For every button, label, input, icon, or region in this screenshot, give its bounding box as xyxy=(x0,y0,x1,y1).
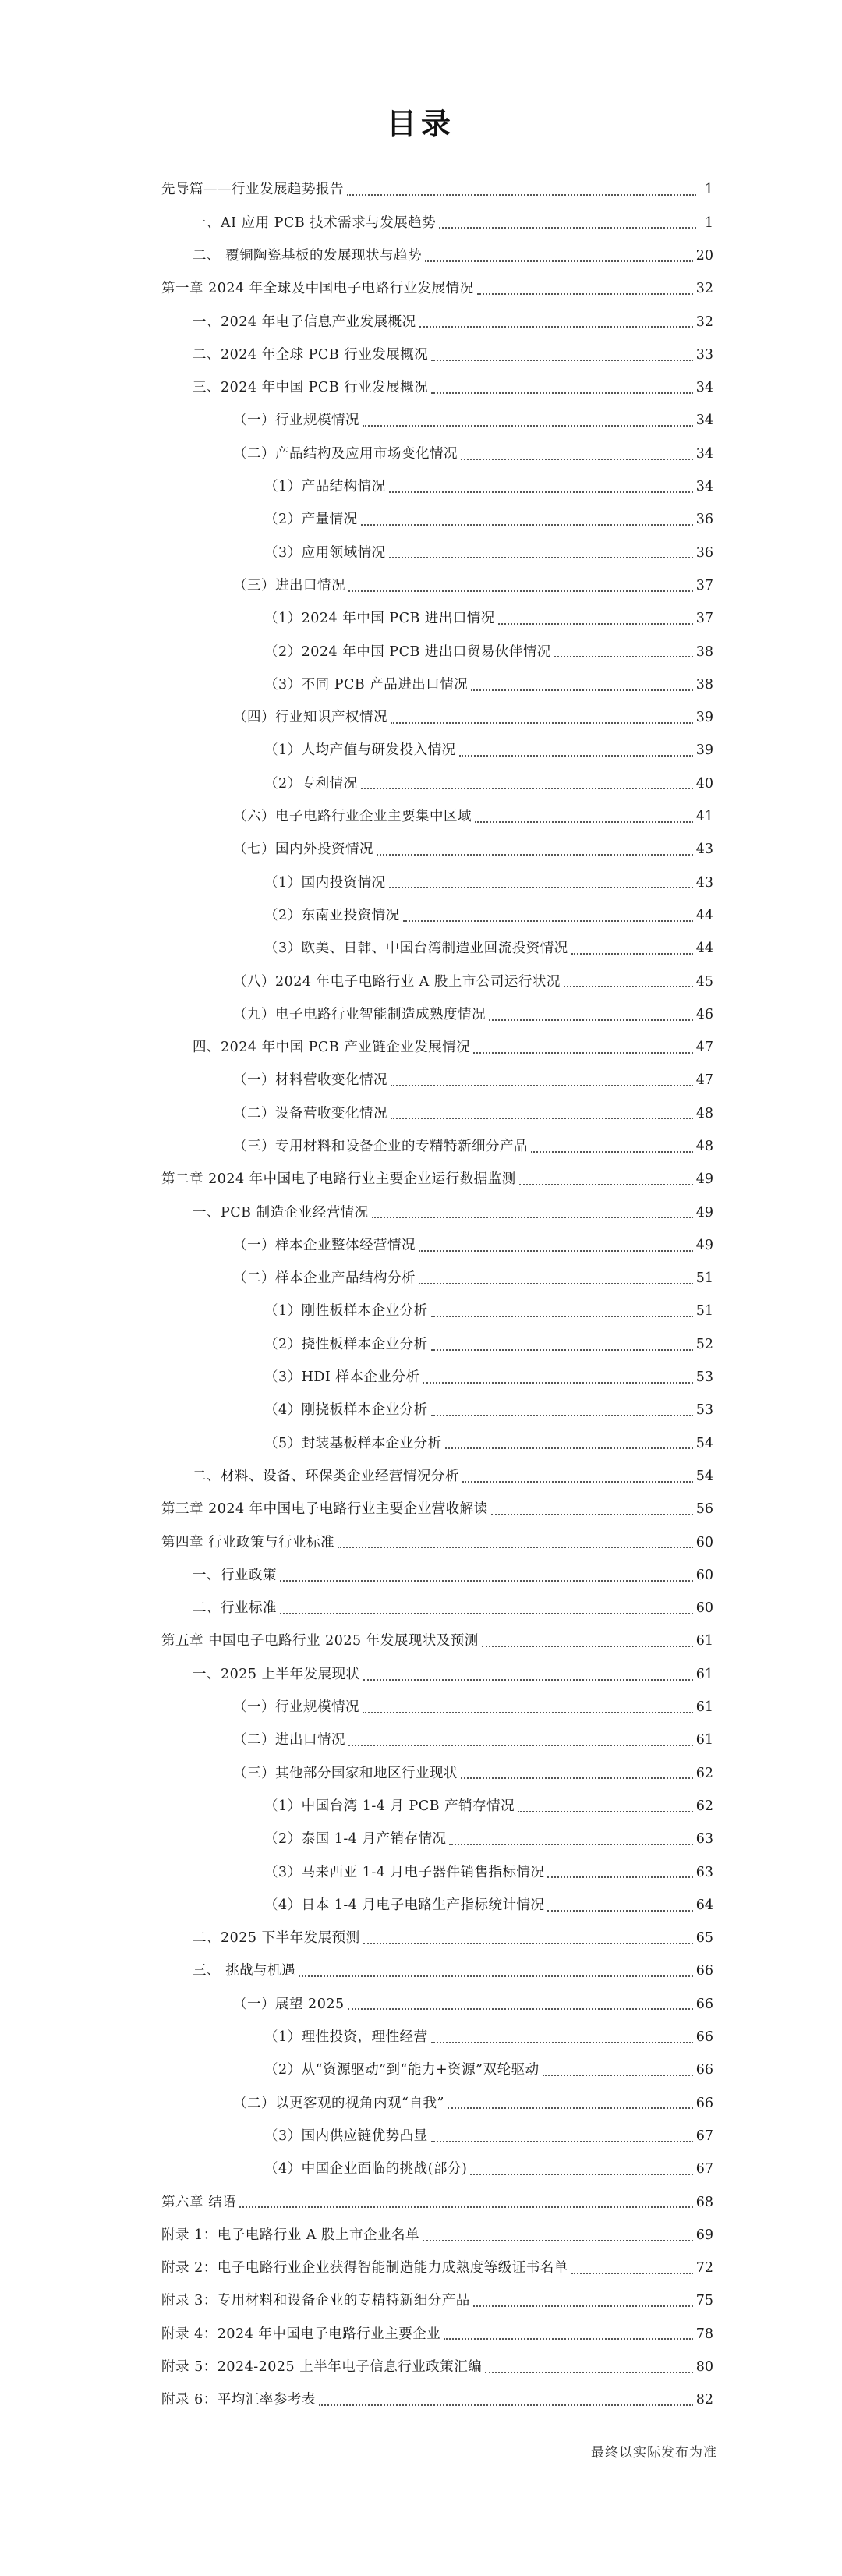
dot-leader xyxy=(554,656,693,657)
dot-leader xyxy=(361,788,693,789)
toc-entry[interactable] xyxy=(161,207,713,239)
toc-entry-label: （二）进出口情况 xyxy=(233,1732,345,1749)
toc-entry[interactable] xyxy=(161,306,713,338)
toc-entry-label: （一）样本企业整体经营情况 xyxy=(233,1237,416,1253)
toc-entry-label: （3）欧美、日韩、中国台湾制造业回流投资情况 xyxy=(264,941,568,957)
toc-entry[interactable] xyxy=(161,1526,713,1559)
toc-entry-page-number: 49 xyxy=(695,1237,713,1253)
toc-entry[interactable] xyxy=(161,1164,713,1196)
toc-entry-page-number: 1 xyxy=(704,214,713,231)
toc-entry-label: 第二章 2024 年中国电子电路行业主要企业运行数据监测 xyxy=(161,1171,516,1188)
toc-entry-page-number: 62 xyxy=(695,1765,713,1781)
dot-leader xyxy=(377,854,693,856)
toc-entry[interactable] xyxy=(161,767,713,800)
toc-entry-page-number: 37 xyxy=(695,611,713,627)
dot-leader xyxy=(419,1283,693,1284)
toc-entry-page-number: 32 xyxy=(695,314,713,330)
toc-entry[interactable] xyxy=(161,735,713,767)
dot-leader xyxy=(459,755,693,757)
toc-entry-label: （1）国内投资情况 xyxy=(264,874,386,891)
toc-entry-label: （2）2024 年中国 PCB 进出口贸易伙伴情况 xyxy=(264,643,551,660)
toc-entry-page-number: 34 xyxy=(695,479,713,495)
toc-entry-label: （三）进出口情况 xyxy=(233,577,345,594)
dot-leader xyxy=(519,1184,693,1185)
dot-leader xyxy=(471,689,692,691)
toc-entry-label: 三、2024 年中国 PCB 行业发展概况 xyxy=(193,380,429,396)
toc-entry[interactable] xyxy=(161,998,713,1031)
toc-entry-label: （二）样本企业产品结构分析 xyxy=(233,1270,416,1287)
toc-entry[interactable] xyxy=(161,1988,713,2021)
toc-entry-page-number: 47 xyxy=(695,1040,713,1056)
toc-entry[interactable] xyxy=(161,438,713,470)
dot-leader xyxy=(361,524,693,526)
toc-entry-label: （1）人均产值与研发投入情况 xyxy=(264,742,456,759)
toc-entry-label: （2）泰国 1-4 月产销存情况 xyxy=(264,1831,447,1848)
dot-leader xyxy=(485,2372,692,2373)
dot-leader xyxy=(338,1547,693,1548)
toc-entry-page-number: 62 xyxy=(695,1798,713,1814)
toc-entry-label: （1）产品结构情况 xyxy=(264,479,386,495)
toc-entry-page-number: 66 xyxy=(695,2062,713,2078)
dot-leader xyxy=(372,1217,693,1218)
toc-entry-label: （一）行业规模情况 xyxy=(233,1699,359,1716)
toc-entry[interactable] xyxy=(161,1922,713,1955)
toc-entry[interactable] xyxy=(161,933,713,966)
toc-entry-label: 二、 覆铜陶瓷基板的发展现状与趋势 xyxy=(193,247,423,264)
toc-entry-label: （2）从“资源驱动”到“能力+资源”双轮驱动 xyxy=(264,2062,540,2078)
toc-entry[interactable] xyxy=(161,1427,713,1460)
toc-entry-label: 一、行业政策 xyxy=(193,1567,277,1583)
footer-note: 最终以实际发布为准 xyxy=(591,2445,717,2461)
dot-leader xyxy=(280,1580,693,1582)
dot-leader xyxy=(319,2404,693,2406)
dot-leader xyxy=(473,2305,693,2307)
toc-entry[interactable] xyxy=(161,174,713,207)
dot-leader xyxy=(423,2240,693,2241)
toc-entry[interactable] xyxy=(161,1955,713,1988)
toc-entry-page-number: 34 xyxy=(695,413,713,429)
toc-entry[interactable] xyxy=(161,2252,713,2285)
toc-entry-page-number: 51 xyxy=(695,1303,713,1320)
toc-entry-page-number: 51 xyxy=(695,1270,713,1287)
dot-leader xyxy=(448,2107,693,2109)
dot-leader xyxy=(477,293,693,295)
toc-entry[interactable] xyxy=(161,1889,713,1922)
toc-entry-page-number: 38 xyxy=(695,643,713,660)
toc-entry-page-number: 52 xyxy=(695,1336,713,1352)
toc-entry-label: （二）以更客观的视角内观“自我” xyxy=(233,2095,444,2111)
toc-entry-page-number: 66 xyxy=(695,2029,713,2046)
toc-entry[interactable] xyxy=(161,1032,713,1065)
toc-entry-page-number: 43 xyxy=(695,874,713,891)
toc-entry[interactable] xyxy=(161,471,713,504)
toc-entry-page-number: 72 xyxy=(695,2260,713,2277)
dot-leader xyxy=(431,2141,693,2142)
toc-entry-label: 二、行业标准 xyxy=(193,1600,277,1617)
dot-leader xyxy=(348,590,693,592)
toc-entry-label: （一）展望 2025 xyxy=(233,1996,345,2012)
toc-entry[interactable] xyxy=(161,1328,713,1361)
toc-entry-label: 二、材料、设备、环保类企业经营情况分析 xyxy=(193,1468,459,1484)
toc-entry-page-number: 44 xyxy=(695,941,713,957)
toc-entry[interactable] xyxy=(161,702,713,735)
toc-entry-page-number: 34 xyxy=(695,380,713,396)
dot-leader xyxy=(389,887,693,888)
toc-entry-label: （六）电子电路行业企业主要集中区域 xyxy=(233,809,472,825)
toc-entry[interactable] xyxy=(161,504,713,537)
dot-leader xyxy=(363,425,693,427)
toc-entry[interactable] xyxy=(161,1065,713,1097)
dot-leader xyxy=(547,1910,692,1912)
toc-entry-page-number: 39 xyxy=(695,710,713,726)
toc-entry-page-number: 63 xyxy=(695,1864,713,1880)
dot-leader xyxy=(431,1415,693,1416)
toc-entry-page-number: 66 xyxy=(695,1996,713,2012)
dot-leader xyxy=(348,2008,693,2010)
toc-entry-label: 先导篇——行业发展趋势报告 xyxy=(161,182,344,198)
toc-entry-page-number: 41 xyxy=(695,809,713,825)
toc-entry-label: （3）应用领域情况 xyxy=(264,544,386,561)
toc-entry-label: 二、2024 年全球 PCB 行业发展概况 xyxy=(193,346,429,363)
toc-entry[interactable] xyxy=(161,2318,713,2351)
dot-leader xyxy=(531,1151,693,1153)
toc-entry-label: （1）刚性板样本企业分析 xyxy=(264,1303,428,1320)
toc-entry-page-number: 48 xyxy=(695,1139,713,1154)
dot-leader xyxy=(391,1085,693,1086)
toc-entry-page-number: 61 xyxy=(695,1732,713,1749)
toc-entry-page-number: 48 xyxy=(695,1105,713,1121)
toc-entry-page-number: 61 xyxy=(695,1699,713,1716)
dot-leader xyxy=(425,260,693,262)
dot-leader xyxy=(431,1316,693,1317)
dot-leader xyxy=(518,1811,693,1812)
toc-entry[interactable] xyxy=(161,866,713,899)
toc-entry-page-number: 49 xyxy=(695,1204,713,1221)
dot-leader xyxy=(347,194,696,196)
dot-leader xyxy=(431,392,692,394)
toc-entry[interactable] xyxy=(161,1230,713,1263)
dot-leader xyxy=(363,1712,693,1713)
dot-leader xyxy=(391,722,693,724)
toc-entry[interactable] xyxy=(161,1791,713,1823)
toc-entry-page-number: 49 xyxy=(695,1171,713,1188)
toc-entry-label: （2）东南亚投资情况 xyxy=(264,907,400,923)
toc-entry[interactable] xyxy=(161,2384,713,2417)
dot-leader xyxy=(431,2042,693,2043)
toc-entry-page-number: 38 xyxy=(695,676,713,693)
toc-entry-page-number: 67 xyxy=(695,2128,713,2144)
toc-entry-page-number: 36 xyxy=(695,512,713,528)
toc-entry-label: 附录 6：平均汇率参考表 xyxy=(161,2392,316,2408)
toc-entry-label: （九）电子电路行业智能制造成熟度情况 xyxy=(233,1006,486,1022)
toc-entry-label: （4）日本 1-4 月电子电路生产指标统计情况 xyxy=(264,1897,545,1913)
toc-entry-label: 附录 4：2024 年中国电子电路行业主要企业 xyxy=(161,2326,441,2342)
toc-entry-page-number: 53 xyxy=(695,1369,713,1386)
toc-entry-page-number: 43 xyxy=(695,842,713,858)
dot-leader xyxy=(470,2174,692,2175)
toc-entry-page-number: 60 xyxy=(695,1567,713,1583)
toc-entry-label: （2）产量情况 xyxy=(264,512,358,528)
toc-entry-page-number: 60 xyxy=(695,1534,713,1550)
toc-entry[interactable] xyxy=(161,537,713,569)
toc-entry-page-number: 65 xyxy=(695,1930,713,1947)
toc-entry[interactable] xyxy=(161,1263,713,1295)
toc-entry[interactable] xyxy=(161,1494,713,1526)
toc-entry-label: 第六章 结语 xyxy=(161,2194,237,2210)
toc-entry-page-number: 40 xyxy=(695,775,713,792)
toc-entry-page-number: 54 xyxy=(695,1468,713,1484)
toc-entry-page-number: 69 xyxy=(695,2227,713,2243)
toc-entry[interactable] xyxy=(161,900,713,933)
toc-entry-label: （3）HDI 样本企业分析 xyxy=(264,1369,420,1386)
toc-entry-page-number: 78 xyxy=(695,2326,713,2342)
toc-entry[interactable] xyxy=(161,603,713,636)
toc-entry-page-number: 1 xyxy=(704,182,713,198)
toc-entry-label: 一、AI 应用 PCB 技术需求与发展趋势 xyxy=(193,214,437,231)
toc-entry-page-number: 66 xyxy=(695,2095,713,2111)
toc-entry-label: （二）产品结构及应用市场变化情况 xyxy=(233,445,458,462)
dot-leader xyxy=(449,1844,692,1845)
toc-entry[interactable] xyxy=(161,2351,713,2384)
toc-entry[interactable] xyxy=(161,801,713,834)
toc-entry[interactable] xyxy=(161,1692,713,1724)
toc-entry-page-number: 44 xyxy=(695,907,713,923)
toc-entry-page-number: 68 xyxy=(695,2194,713,2210)
dot-leader xyxy=(475,821,693,823)
toc-entry[interactable] xyxy=(161,1593,713,1625)
toc-entry[interactable] xyxy=(161,2087,713,2120)
toc-entry-page-number: 36 xyxy=(695,544,713,561)
toc-entry-label: （三）专用材料和设备企业的专精特新细分产品 xyxy=(233,1139,528,1154)
dot-leader xyxy=(419,1250,693,1252)
toc-entry-label: （4）刚挠板样本企业分析 xyxy=(264,1402,428,1419)
toc-entry-page-number: 75 xyxy=(695,2293,713,2309)
dot-leader xyxy=(461,1777,693,1779)
dot-leader xyxy=(280,1613,693,1614)
toc-entry[interactable] xyxy=(161,1559,713,1592)
toc-entry[interactable] xyxy=(161,1461,713,1494)
toc-entry-label: （二）设备营收变化情况 xyxy=(233,1105,387,1121)
toc-entry-page-number: 53 xyxy=(695,1402,713,1419)
toc-entry[interactable] xyxy=(161,240,713,273)
toc-entry-page-number: 56 xyxy=(695,1501,713,1518)
toc-entry-page-number: 66 xyxy=(695,1963,713,1979)
toc-entry[interactable] xyxy=(161,1131,713,1164)
toc-entry-page-number: 61 xyxy=(695,1633,713,1649)
toc-entry-label: （1）2024 年中国 PCB 进出口情况 xyxy=(264,611,495,627)
toc-entry[interactable] xyxy=(161,1625,713,1658)
toc-entry-label: （一）行业规模情况 xyxy=(233,413,359,429)
toc-entry[interactable] xyxy=(161,2121,713,2153)
toc-entry[interactable] xyxy=(161,2186,713,2219)
dot-leader xyxy=(543,2075,693,2076)
toc-entry-label: （1）理性投资，理性经营 xyxy=(264,2029,428,2046)
dot-leader xyxy=(439,227,696,229)
toc-entry-page-number: 37 xyxy=(695,577,713,594)
toc-entry-label: 三、 挑战与机遇 xyxy=(193,1963,296,1979)
dot-leader xyxy=(431,360,692,361)
toc-entry-label: （七）国内外投资情况 xyxy=(233,842,373,858)
toc-entry-label: 四、2024 年中国 PCB 产业链企业发展情况 xyxy=(193,1040,471,1056)
toc-entry-page-number: 46 xyxy=(695,1006,713,1022)
dot-leader xyxy=(489,1019,693,1021)
toc-entry[interactable] xyxy=(161,338,713,371)
toc-entry[interactable] xyxy=(161,1362,713,1394)
dot-leader xyxy=(491,1514,693,1515)
dot-leader xyxy=(389,557,693,558)
toc-entry[interactable] xyxy=(161,1196,713,1229)
toc-entry-label: 第三章 2024 年中国电子电路行业主要企业营收解读 xyxy=(161,1501,488,1518)
toc-entry-label: 第五章 中国电子电路行业 2025 年发展现状及预测 xyxy=(161,1633,479,1649)
toc-entry[interactable] xyxy=(161,2285,713,2318)
dot-leader xyxy=(564,986,693,987)
dot-leader xyxy=(431,1349,693,1351)
dot-leader xyxy=(363,1943,693,1944)
toc-entry-page-number: 39 xyxy=(695,742,713,759)
toc-entry[interactable] xyxy=(161,570,713,603)
toc-entry[interactable] xyxy=(161,668,713,701)
dot-leader xyxy=(461,459,693,460)
toc-entry-label: （四）行业知识产权情况 xyxy=(233,710,387,726)
toc-entry-label: 一、PCB 制造企业经营情况 xyxy=(193,1204,369,1221)
dot-leader xyxy=(498,623,693,625)
toc-entry[interactable] xyxy=(161,2054,713,2087)
toc-entry-label: 一、2025 上半年发展现状 xyxy=(193,1666,360,1682)
toc-entry-label: 附录 2：电子电路行业企业获得智能制造能力成熟度等级证书名单 xyxy=(161,2260,568,2277)
toc-entry[interactable] xyxy=(161,1856,713,1889)
toc-entry-label: 附录 5：2024-2025 上半年电子信息行业政策汇编 xyxy=(161,2358,483,2375)
dot-leader xyxy=(419,326,693,328)
toc-entry-page-number: 82 xyxy=(695,2392,713,2408)
dot-leader xyxy=(299,1975,693,1977)
toc-entry-label: （三）其他部分国家和地区行业现状 xyxy=(233,1765,458,1781)
toc-entry-label: （1）中国台湾 1-4 月 PCB 产销存情况 xyxy=(264,1798,515,1814)
toc-entry-page-number: 20 xyxy=(695,247,713,264)
toc-entry[interactable] xyxy=(161,1394,713,1427)
toc-entry-label: （3）国内供应链优势凸显 xyxy=(264,2128,428,2144)
dot-leader xyxy=(423,1382,692,1384)
toc-entry[interactable] xyxy=(161,2219,713,2252)
toc-entry-page-number: 60 xyxy=(695,1600,713,1617)
toc-entry-label: 二、2025 下半年发展预测 xyxy=(193,1930,360,1947)
toc-entry[interactable] xyxy=(161,966,713,998)
dot-leader xyxy=(389,491,693,493)
toc-entry-label: （2）专利情况 xyxy=(264,775,358,792)
dot-leader xyxy=(482,1646,693,1647)
toc-entry[interactable] xyxy=(161,405,713,438)
dot-leader xyxy=(348,1745,693,1746)
toc-entry[interactable] xyxy=(161,2153,713,2186)
toc-entry[interactable] xyxy=(161,1658,713,1691)
dot-leader xyxy=(403,920,693,922)
toc-entry-label: 附录 3：专用材料和设备企业的专精特新细分产品 xyxy=(161,2293,470,2309)
toc-entry-label: 一、2024 年电子信息产业发展概况 xyxy=(193,314,416,330)
toc-entry-label: （5）封装基板样本企业分析 xyxy=(264,1435,442,1451)
toc-entry[interactable] xyxy=(161,1823,713,1856)
toc-entry[interactable] xyxy=(161,1295,713,1328)
toc-entry-page-number: 32 xyxy=(695,281,713,297)
toc-entry-page-number: 61 xyxy=(695,1666,713,1682)
toc-entry-page-number: 54 xyxy=(695,1435,713,1451)
dot-leader xyxy=(445,1447,693,1449)
toc-entry-page-number: 64 xyxy=(695,1897,713,1913)
toc-entry-label: （4）中国企业面临的挑战(部分) xyxy=(264,2161,468,2177)
toc-entry-label: （3）不同 PCB 产品进出口情况 xyxy=(264,676,469,693)
toc-entry-label: 第四章 行业政策与行业标准 xyxy=(161,1534,335,1550)
toc-entry-label: 第一章 2024 年全球及中国电子电路行业发展情况 xyxy=(161,281,474,297)
toc-entry[interactable] xyxy=(161,1757,713,1790)
dot-leader xyxy=(547,1876,692,1878)
toc-entry-page-number: 47 xyxy=(695,1072,713,1089)
dot-leader xyxy=(391,1118,693,1119)
toc-entry-label: 附录 1：电子电路行业 A 股上市企业名单 xyxy=(161,2227,419,2243)
toc-entry[interactable] xyxy=(161,636,713,668)
toc-entry[interactable] xyxy=(161,2021,713,2054)
toc-entry-label: （2）挠性板样本企业分析 xyxy=(264,1336,428,1352)
toc-entry-page-number: 33 xyxy=(695,346,713,363)
toc-entry[interactable] xyxy=(161,1097,713,1130)
toc-entry-label: （3）马来西亚 1-4 月电子器件销售指标情况 xyxy=(264,1864,545,1880)
toc-entry-page-number: 80 xyxy=(695,2358,713,2375)
dot-leader xyxy=(444,2338,692,2340)
toc-entry-page-number: 45 xyxy=(695,973,713,990)
table-of-contents xyxy=(161,174,713,2417)
dot-leader xyxy=(571,953,693,955)
page-title: 目录 xyxy=(386,107,455,141)
dot-leader xyxy=(363,1679,693,1681)
toc-entry-page-number: 67 xyxy=(695,2161,713,2177)
toc-entry-page-number: 34 xyxy=(695,445,713,462)
toc-entry[interactable] xyxy=(161,834,713,866)
dot-leader xyxy=(239,2206,693,2208)
toc-entry[interactable] xyxy=(161,1724,713,1757)
dot-leader xyxy=(462,1481,693,1483)
dot-leader xyxy=(473,1052,692,1054)
toc-entry-label: （一）材料营收变化情况 xyxy=(233,1072,387,1089)
toc-entry-label: （八）2024 年电子电路行业 A 股上市公司运行状况 xyxy=(233,973,561,990)
dot-leader xyxy=(571,2273,693,2274)
toc-entry[interactable] xyxy=(161,273,713,306)
toc-entry-page-number: 63 xyxy=(695,1831,713,1848)
toc-entry[interactable] xyxy=(161,372,713,405)
